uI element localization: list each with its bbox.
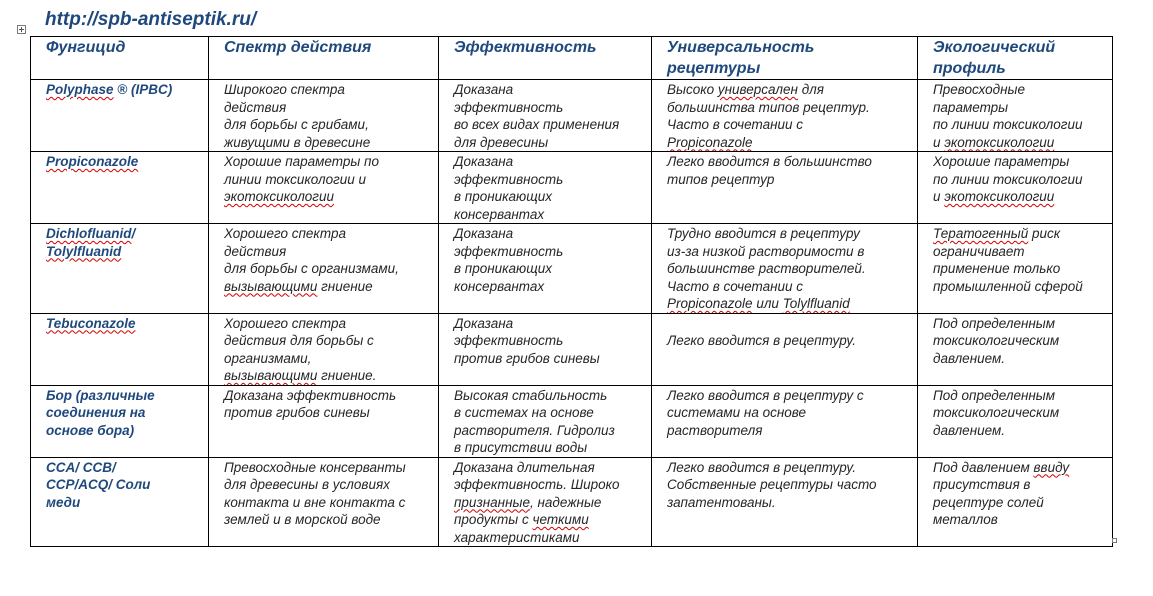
cell-line: CCA/ CCB/ (46, 459, 116, 475)
column-header-line: Универсальность (667, 39, 815, 56)
table-move-handle-icon[interactable] (17, 25, 26, 34)
cell-line: против грибов синевы (224, 405, 370, 420)
cell-line: промышленной сферой (933, 278, 1083, 294)
header-row (31, 37, 1113, 80)
cell-line: Propiconazole (667, 134, 753, 150)
cell-line: металлов (933, 512, 998, 527)
cell-line: Доказана (454, 315, 514, 331)
column-header-line: Спектр действия (224, 39, 372, 56)
cell-line: для борьбы с грибами, (224, 117, 369, 132)
cell-spectrum (209, 457, 439, 547)
cell-line: и экотоксикологии (933, 134, 1055, 150)
cell-eco-profile (918, 457, 1113, 547)
column-header-line: Экологический (933, 39, 1056, 56)
cell-line: землей и в морской воде (224, 512, 381, 527)
cell-line: характеристиками (454, 529, 580, 545)
cell-versatility (652, 457, 918, 547)
cell-line: присутствия в (933, 477, 1031, 492)
cell-line: из-за низкой растворимости в (667, 243, 865, 259)
cell-line: экотоксикологии (224, 189, 334, 204)
cell-line: контакта и вне контакта с (224, 494, 406, 510)
cell-line: растворителя (667, 422, 763, 438)
cell-line: в проникающих (454, 261, 552, 276)
cell-line: Под определенным (933, 387, 1055, 403)
cell-line: Собственные рецептуры часто (667, 477, 877, 492)
cell-line: Доказана (454, 226, 514, 241)
column-header-line: Эффективность (454, 39, 597, 56)
table-row (31, 457, 1113, 547)
column-header-spectrum (209, 37, 439, 80)
cell-line: вызывающими гниение (224, 278, 373, 294)
cell-eco-profile (918, 152, 1113, 224)
cell-versatility (652, 80, 918, 152)
cell-line: организмами, (224, 350, 312, 366)
cell-line: Легко вводится в рецептуру. (667, 459, 856, 475)
cell-line: рецептуре солей (933, 494, 1044, 510)
cell-efficacy (439, 313, 652, 385)
fungicide-comparison-table (30, 36, 1113, 547)
cell-line: живущими в древесине (224, 134, 371, 150)
cell-line: Под определенным (933, 315, 1055, 331)
cell-efficacy (439, 80, 652, 152)
cell-line: системами на основе (667, 405, 807, 420)
cell-line: Легко вводится в большинство (667, 154, 872, 169)
cell-fungicide (31, 224, 209, 314)
cell-versatility (652, 152, 918, 224)
cell-line: Под давлением ввиду (933, 459, 1070, 475)
cell-line: Хорошие параметры по (224, 154, 379, 169)
cell-line: давлением. (933, 350, 1005, 366)
cell-fungicide (31, 457, 209, 547)
cell-line: действия для борьбы с (224, 333, 374, 348)
cell-eco-profile (918, 313, 1113, 385)
cell-line: типов рецептур (667, 171, 775, 187)
cell-line: основе бора) (46, 422, 135, 438)
cell-line: продукты с четкими (454, 512, 589, 527)
column-header-line: профиль (933, 60, 1006, 77)
cell-versatility (652, 313, 918, 385)
cell-line: Бор (различные (46, 387, 155, 403)
cell-line: эффективность (454, 243, 564, 259)
cell-line: Доказана (454, 154, 514, 169)
cell-line: консервантах (454, 278, 545, 294)
cell-line (667, 315, 903, 333)
cell-line: Высокая стабильность (454, 387, 608, 403)
cell-spectrum (209, 313, 439, 385)
cell-line: Dichlofluanid/ (46, 226, 136, 241)
column-header-line: рецептуры (667, 60, 761, 77)
cell-line: меди (46, 494, 81, 510)
cell-spectrum (209, 385, 439, 457)
cell-line: токсикологическим (933, 405, 1060, 420)
cell-versatility (652, 224, 918, 314)
table-row (31, 224, 1113, 314)
site-url-link[interactable]: http://spb-antiseptik.ru/ (45, 9, 257, 30)
cell-eco-profile (918, 224, 1113, 314)
cell-line: Доказана эффективность (224, 387, 397, 403)
cell-line: Превосходные (933, 82, 1025, 97)
cell-line: Трудно вводится в рецептуру (667, 226, 860, 241)
cell-line: Хорошего спектра (224, 315, 347, 331)
cell-line: Широкого спектра (224, 82, 345, 97)
cell-line: действия (224, 243, 287, 259)
cell-line: по линии токсикологии (933, 171, 1083, 187)
cell-line: против грибов синевы (454, 350, 600, 366)
cell-line: Тератогенный риск (933, 226, 1061, 241)
column-header-line: Фунгицид (46, 39, 126, 56)
cell-line: Propiconazole (46, 154, 139, 169)
cell-versatility (652, 385, 918, 457)
column-header-efficacy (439, 37, 652, 80)
cell-efficacy (439, 457, 652, 547)
column-header-versatility (652, 37, 918, 80)
cell-line: ограничивает (933, 243, 1025, 259)
cell-efficacy (439, 385, 652, 457)
cell-line: параметры (933, 99, 1009, 115)
cell-line: большинства типов рецептур. (667, 99, 870, 115)
cell-line: эффективность. Широко (454, 477, 620, 492)
cell-line: эффективность (454, 333, 564, 348)
cell-eco-profile (918, 385, 1113, 457)
cell-line: Tolylfluanid (46, 243, 122, 259)
cell-line: эффективность (454, 171, 564, 187)
cell-line: во всех видах применения (454, 117, 620, 132)
column-header-eco-profile (918, 37, 1113, 80)
cell-spectrum (209, 152, 439, 224)
cell-line: Хорошие параметры (933, 154, 1070, 169)
column-header-fungicide (31, 37, 209, 80)
cell-line: линии токсикологии и (224, 171, 367, 187)
cell-line: Легко вводится в рецептуру с (667, 387, 864, 403)
cell-line: Доказана длительная (454, 459, 595, 475)
cell-line: Часто в сочетании с (667, 278, 804, 294)
cell-eco-profile (918, 80, 1113, 152)
cell-line: по линии токсикологии (933, 117, 1083, 132)
cell-line: запатентованы. (667, 494, 776, 510)
cell-line: токсикологическим (933, 333, 1060, 348)
cell-line: консервантах (454, 206, 545, 222)
cell-line: для борьбы с организмами, (224, 261, 399, 276)
cell-line: соединения на (46, 405, 146, 420)
cell-line: Доказана (454, 82, 514, 97)
cell-line: для древесины в условиях (224, 477, 390, 492)
cell-spectrum (209, 80, 439, 152)
cell-line: и экотоксикологии (933, 189, 1055, 204)
cell-line: в системах на основе (454, 405, 594, 420)
cell-line: большинстве растворителей. (667, 261, 866, 276)
table-resize-handle-icon[interactable] (1112, 538, 1117, 543)
cell-line: применение только (933, 261, 1061, 276)
cell-fungicide (31, 80, 209, 152)
cell-line: Propiconazole или Tolylfluanid (667, 296, 850, 311)
cell-line: признанные, надежные (454, 494, 602, 510)
cell-line: в присутствии воды (454, 440, 588, 455)
cell-line: Хорошего спектра (224, 226, 347, 241)
cell-spectrum (209, 224, 439, 314)
cell-line: эффективность (454, 99, 564, 115)
cell-efficacy (439, 224, 652, 314)
cell-line: для древесины (454, 134, 549, 150)
cell-line: вызывающими гниение. (224, 368, 377, 383)
cell-line: Tebuconazole (46, 315, 136, 331)
cell-fungicide (31, 152, 209, 224)
cell-fungicide (31, 385, 209, 457)
cell-line: в проникающих (454, 189, 552, 204)
cell-line: Часто в сочетании с (667, 117, 804, 132)
cell-line: Превосходные консерванты (224, 459, 406, 475)
table-row (31, 152, 1113, 224)
cell-line: Высоко универсален для (667, 82, 825, 97)
cell-line: действия (224, 99, 287, 115)
cell-fungicide (31, 313, 209, 385)
table-row (31, 313, 1113, 385)
cell-line: CCP/ACQ/ Соли (46, 477, 151, 492)
cell-line: Polyphase ® (IPBC) (46, 82, 173, 97)
cell-line: давлением. (933, 422, 1005, 438)
table-row (31, 80, 1113, 152)
cell-line: растворителя. Гидролиз (454, 422, 615, 438)
cell-efficacy (439, 152, 652, 224)
cell-line: Легко вводится в рецептуру. (667, 333, 856, 348)
table-row (31, 385, 1113, 457)
